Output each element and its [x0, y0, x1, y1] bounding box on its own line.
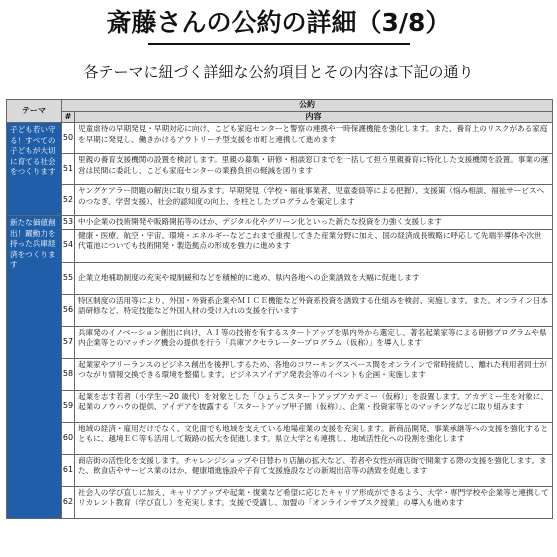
row-content: 中小企業の技術開発や販路開拓等のほか、デジタル化やグリーン化といった新たな投資を力強く支援します — [75, 216, 553, 230]
row-number: 58 — [62, 358, 75, 390]
title-underline — [148, 43, 410, 45]
table-row — [7, 123, 553, 154]
row-content: 地域の経済・雇用だけでなく、文化面でも地域を支えている地場産業の支援を充実します。新商品開発、事業承継等への支援を強化するとともに、越境ＥＣ等も活用して販路の拡大を促進します。県立大学とも連携し、地域活性化への役割を強化します — [75, 422, 553, 454]
theme-economy: 新たな価値創出！躍動力を持った兵庫経済をつくります — [7, 216, 62, 519]
table-row — [7, 422, 553, 454]
row-number: 56 — [62, 294, 75, 326]
table-row — [7, 390, 553, 422]
row-content: 起業を志す若者（小学生～20 歳代）を対象とした「ひょうごスタートアップアカデミー（仮称）」を設置します。アカデミー生を対象に、起業のノウハウの提供、アイデアを披露する「スタートアップ甲子園（仮称）」、企業・投資家等とのマッチングなどに取り組みます — [75, 390, 553, 422]
row-content: 商店街の活性化を支援します。チャレンジショップや日替わり店舗の拡大など、若者や女性が商店街で開業する際の支援を強化します。また、飲食店やサービス業のほか、健康増進施設や子育て支援施設などの新規出店等の誘致を促進します — [75, 454, 553, 486]
header-theme: テーマ — [7, 100, 62, 123]
page-subtitle: 各テーマに紐づく詳細な公約項目とその内容は下記の通り — [83, 63, 474, 81]
header-content: 内容 — [75, 111, 553, 123]
row-content: 社会人の学び直しに加え、キャリアアップや起業・復業など希望に応じたキャリア形成ができるよう、大学・専門学校や企業等と連携してリカレント教育（学び直し）を充実します。支援で受講し、加盟の「オンラインサブスク授業」の導入も進めます — [75, 486, 553, 518]
row-content: 兵庫発のイノベーション創出に向け、ＡＩ等の技術を有するスタートアップを県内外から選定し、著名起業家等による研修プログラムや県内企業等とのマッチング機会の提供を行う「兵庫アクセラレータープログラム（仮称）」を導入します — [75, 326, 553, 358]
row-content: 里親の養育支援機関の設置を検討します。里親の募集・研修・相談窓口までを一括して担う里親養育に特化した支援機関を設置。事業の運営は民間に委託し、こども家庭センターの業務負担の軽減を図ります — [75, 154, 553, 185]
policy-table — [6, 99, 553, 519]
table-row — [7, 326, 553, 358]
header-number: # — [62, 111, 75, 123]
header-koyaku: 公約 — [62, 100, 553, 112]
table-row — [7, 486, 553, 518]
table-row — [7, 294, 553, 326]
row-content: 児童虐待の早期発見・早期対応に向け、こども家庭センターと警察の連携や一時保護機能を強化します。また、養育上のリスクがある家庭を早期に発見し、働きかけるアウトリーチ型支援を市町と連携して進めます — [75, 123, 553, 154]
row-content: 起業家やフリーランスのビジネス創出を後押しするため、各地のコワーキングスペース間をオンラインで常時接続し、離れた利用者同士がつながり情報交換できる環境を整備します。ビジネスアイデア発表会等のイベントも企画・実施します — [75, 358, 553, 390]
table-row — [7, 262, 553, 294]
theme-children: 子ども若い守る！すべての子どもが大切に育てる社会をつくります — [7, 123, 62, 216]
row-content: 健康・医療、航空・宇宙、環境・エネルギーなどこれまで重視してきた産業分野に加え、国の経済成長戦略に呼応して先端半導体や次世代電池についても技術開発・製造拠点の形成を強力に進めます — [75, 229, 553, 262]
page-title: 斎藤さんの公約の詳細（3/8） — [106, 8, 451, 37]
table-row — [7, 358, 553, 390]
row-number: 62 — [62, 486, 75, 518]
row-number: 55 — [62, 262, 75, 294]
row-number: 60 — [62, 422, 75, 454]
row-number: 57 — [62, 326, 75, 358]
row-content: 企業立地補助制度の充実や規制緩和などを積極的に進め、県内各地への企業誘致を大幅に促進します — [75, 262, 553, 294]
table-row — [7, 154, 553, 185]
row-number: 52 — [62, 185, 75, 216]
table-row — [7, 185, 553, 216]
row-content: ヤングケアラー問題の解決に取り組みます。早期発見（学校・福祉事業者、児童委員等による把握）、支援策（悩み相談、福祉サービスへのつなぎ、学習支援）、社会的認知度の向上、を柱としたプログラムを策定します — [75, 185, 553, 216]
table-row — [7, 454, 553, 486]
row-number: 53 — [62, 216, 75, 230]
row-number: 59 — [62, 390, 75, 422]
table-row — [7, 216, 553, 230]
row-content: 特区制度の活用等により、外国・外資系企業やＭＩＣＥ機能など外資系投資を誘致する仕組みを検討、実施します。また、オンライン日本語研修など、特定技能など外国人材の受け入れの支援を行います — [75, 294, 553, 326]
row-number: 61 — [62, 454, 75, 486]
row-number: 50 — [62, 123, 75, 154]
table-row — [7, 229, 553, 262]
row-number: 54 — [62, 229, 75, 262]
row-number: 51 — [62, 154, 75, 185]
